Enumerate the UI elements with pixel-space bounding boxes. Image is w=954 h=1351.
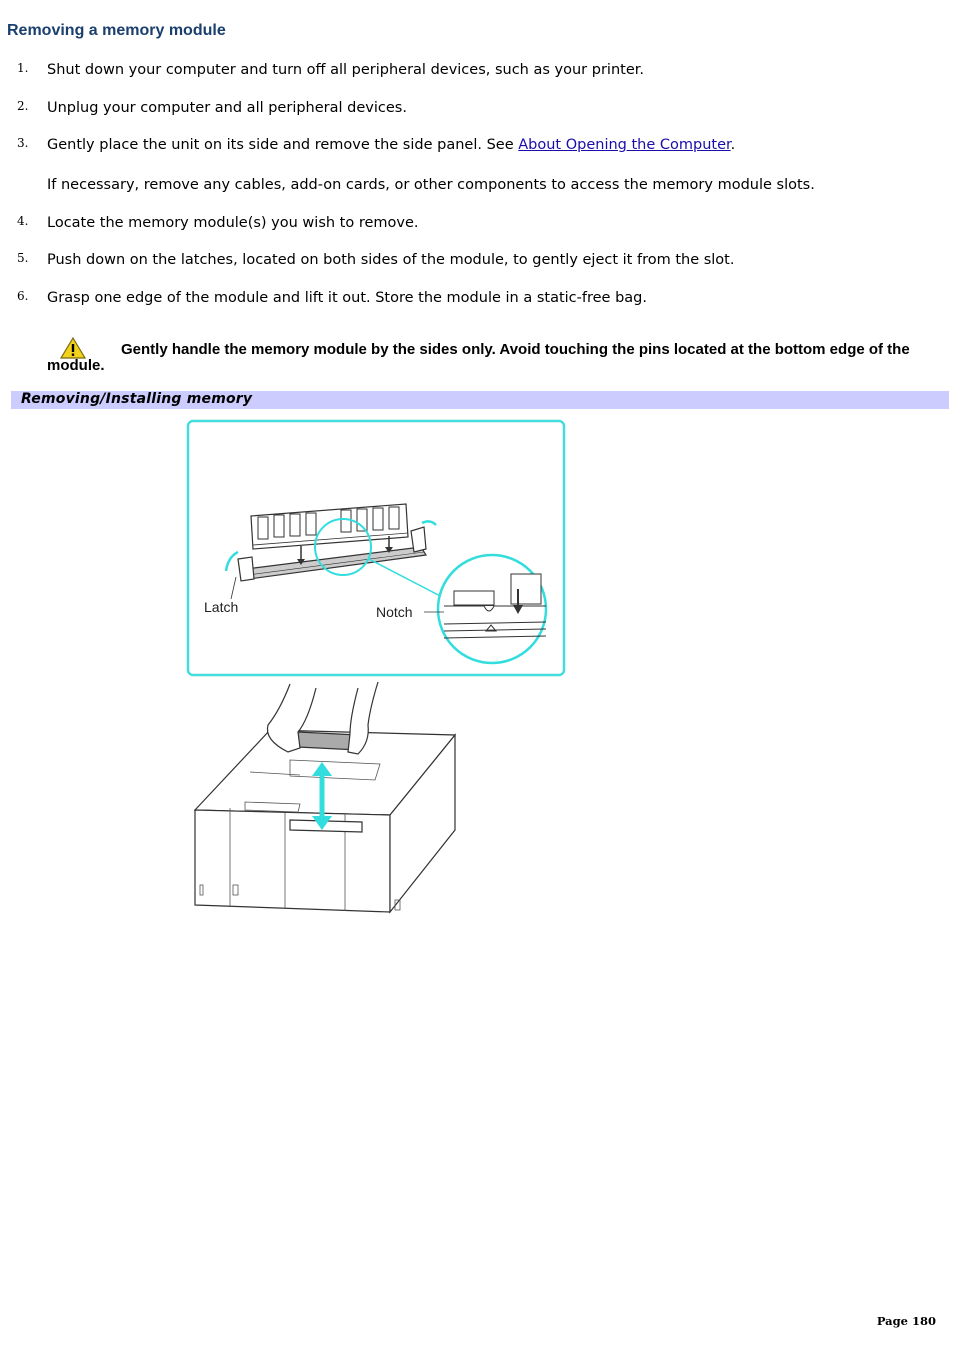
step-text: Grasp one edge of the module and lift it out. Store the module in a static-free bag. — [47, 290, 647, 306]
about-opening-computer-link[interactable]: About Opening the Computer — [518, 137, 731, 153]
step-3-note: If necessary, remove any cables, add-on cards, or other components to access the memory module slots. — [47, 177, 815, 193]
memory-module-diagram — [186, 419, 568, 677]
warning-text: Gently handle the memory module by the sides only. Avoid touching the pins located at the bottom edge of the module. — [47, 341, 910, 374]
left-latch — [238, 557, 254, 581]
page-number: Page 180 — [876, 1314, 936, 1328]
step-number: 3. — [17, 136, 29, 150]
figure-caption: Removing/Installing memory — [21, 391, 253, 407]
notch-detail — [438, 555, 546, 663]
step-text: Gently place the unit on its side and remove the side panel. See About Opening the Computer. — [47, 137, 736, 153]
step-number: 6. — [17, 289, 29, 303]
step-number: 5. — [17, 251, 29, 265]
step-text: Locate the memory module(s) you wish to remove. — [47, 215, 419, 231]
latch-label: Latch — [204, 599, 239, 615]
step-number: 1. — [17, 61, 29, 75]
right-latch — [411, 527, 426, 552]
page-title: Removing a memory module — [7, 22, 226, 39]
step-text: Unplug your computer and all peripheral devices. — [47, 100, 407, 116]
step-text: Shut down your computer and turn off all peripheral devices, such as your printer. — [47, 62, 644, 78]
chassis-illustration — [190, 680, 460, 916]
figure-caption-bar — [11, 391, 949, 409]
step-number: 4. — [17, 214, 29, 228]
step-number: 2. — [17, 99, 29, 113]
notch-label: Notch — [376, 604, 413, 620]
step-text: Push down on the latches, located on both sides of the module, to gently eject it from the slot. — [47, 252, 735, 268]
